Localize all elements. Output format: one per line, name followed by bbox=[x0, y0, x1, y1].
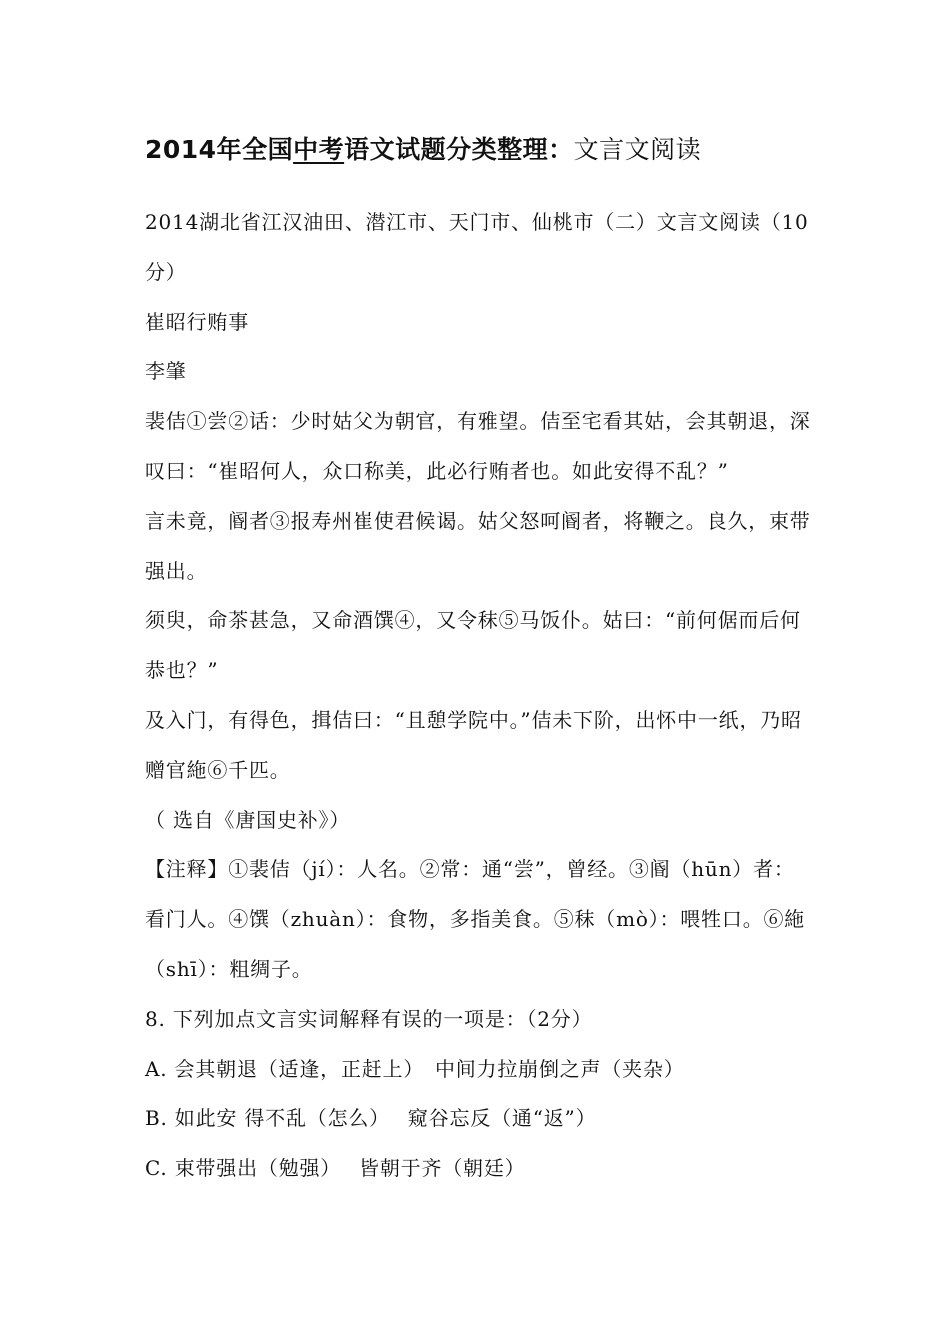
title-year: 2014年全国 bbox=[145, 135, 294, 164]
document-body bbox=[145, 198, 815, 1194]
passage-paragraph: 裴佶①尝②话：少时姑父为朝官，有雅望。佶至宅看其姑，会其朝退，深叹曰：“崔昭何人，众口称美，此必行贿者也。如此安得不乱？” bbox=[145, 409, 811, 483]
passage-author: 李肇 bbox=[145, 359, 187, 384]
annotations: 【注释】①裴佶（jí）：人名。②常：通“尝”，曾经。③阍（hūn）者：看门人。④馔（zhuàn）：食物，多指美食。⑤秣（mò）：喂牲口。⑥絁（shī）：粗绸子。 bbox=[145, 857, 806, 981]
passage-paragraph: 须臾，命茶甚急，又命酒馔④，又令秣⑤马饭仆。姑曰：“前何倨而后何恭也？” bbox=[145, 608, 801, 683]
section-heading: 2014湖北省江汉油田、潜江市、天门市、仙桃市（二）文言文阅读（10分） bbox=[145, 210, 809, 284]
option-b: B. 如此安 得不乱（怎么） 窥谷忘反（通“返”） bbox=[145, 1106, 597, 1131]
option-c: C. 束带强出（勉强） 皆朝于齐（朝廷） bbox=[145, 1156, 526, 1181]
title-category: 语文试题分类整理： bbox=[344, 135, 574, 164]
passage-title: 崔昭行贿事 bbox=[145, 309, 249, 334]
title-underlined: 中考 bbox=[293, 135, 345, 164]
question-stem: 8. 下列加点文言实词解释有误的一项是：（2分） bbox=[145, 1006, 593, 1031]
passage-paragraph: 言未竟，阍者③报寿州崔使君候谒。姑父怒呵阍者，将鞭之。良久，束带强出。 bbox=[145, 508, 811, 583]
option-a: A. 会其朝退（适逢，正赶上） 中间力拉崩倒之声（夹杂） bbox=[145, 1056, 685, 1081]
passage-paragraph: 及入门，有得色，揖佶曰：“且憩学院中。”佶未下阶，出怀中一纸，乃昭赠官絁⑥千匹。 bbox=[145, 707, 802, 782]
passage-source: （ 选自《唐国史补》） bbox=[145, 807, 351, 832]
page-title bbox=[145, 130, 701, 170]
title-topic: 文言文阅读 bbox=[573, 135, 702, 164]
